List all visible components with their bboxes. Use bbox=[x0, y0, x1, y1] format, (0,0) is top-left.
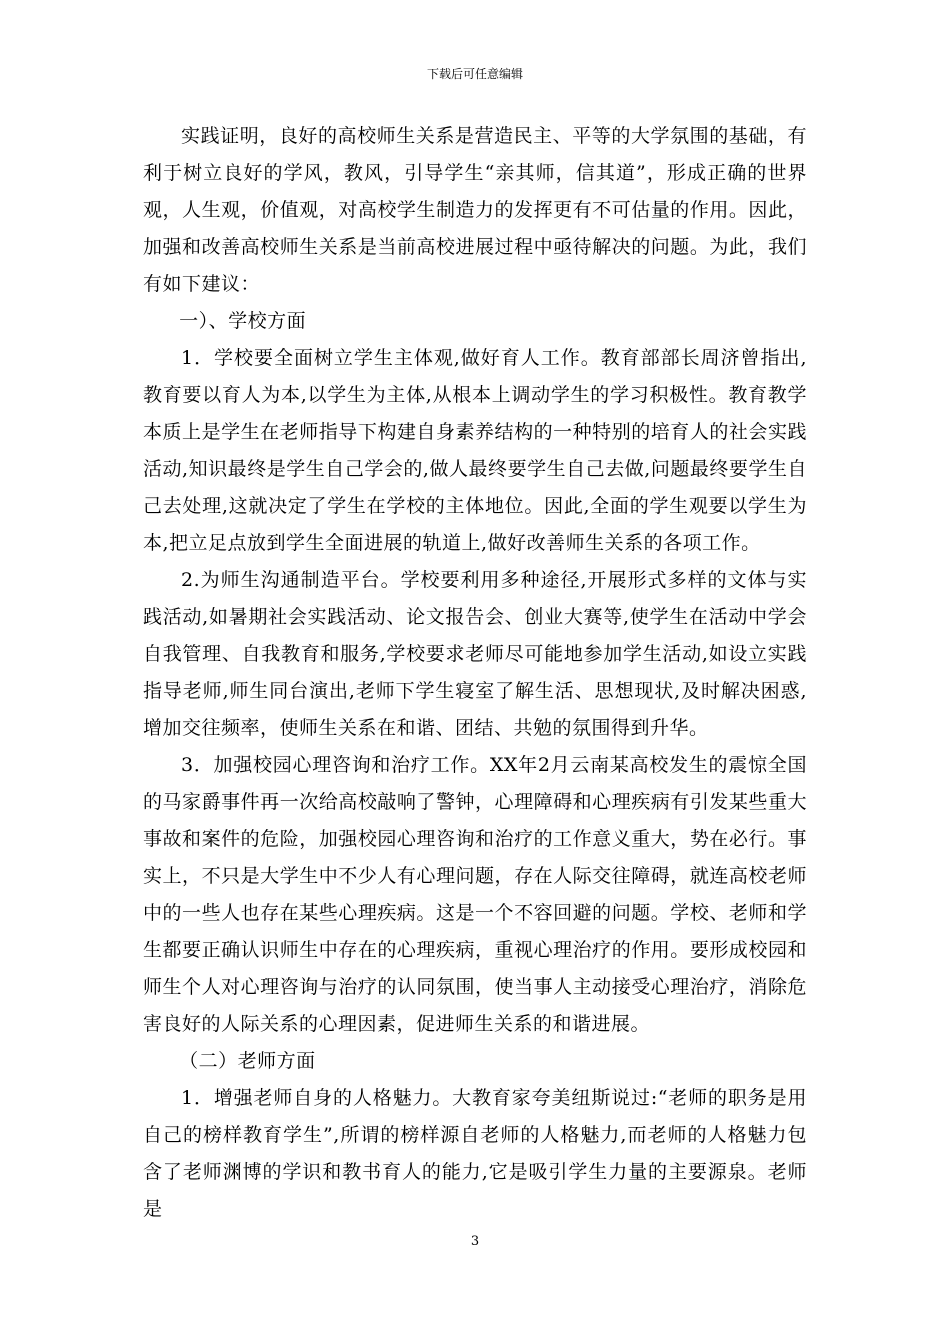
page-header: 下载后可任意编辑 bbox=[426, 67, 523, 81]
paragraph-teacher-1: 1．增强老师自身的人格魅力。大教育家夸美纽斯说过:“老师的职务是用自己的榜样教育学生”,所谓的榜样源自老师的人格魅力,而老师的人格魅力包含了老师渊博的学识和教书育人的能力,它是吸引学生力量的主要源泉。老师是 bbox=[143, 1087, 807, 1220]
section-heading-teacher: （二）老师方面 bbox=[179, 1050, 316, 1072]
paragraph-school-3: 3．加强校园心理咨询和治疗工作。XX年2月云南某高校发生的震惊全国的马家爵事件再一次给高校敲响了警钟，心理障碍和心理疾病有引发某些重大事故和案件的危险，加强校园心理咨询和治疗的工作意义重大，势在必行。事实上，不只是大学生中不少人有心理问题，存在人际交往障碍，就连高校老师中的一些人也存在某些心理疾病。这是一个不容回避的问题。学校、老师和学生都要正确认识师生中存在的心理疾病，重视心理治疗的作用。要形成校园和师生个人对心理咨询与治疗的认同氛围，使当事人主动接受心理治疗，消除危害良好的人际关系的心理因素，促进师生关系的和谐进展。 bbox=[143, 754, 807, 1035]
section-heading-school: 一）、学校方面 bbox=[179, 310, 307, 332]
document-body bbox=[143, 118, 807, 1228]
page-number: 3 bbox=[470, 1234, 480, 1249]
paragraph-school-1: 1．学校要全面树立学生主体观,做好育人工作。教育部部长周济曾指出,教育要以育人为本,以学生为主体,从根本上调动学生的学习积极性。教育教学本质上是学生在老师指导下构建自身素养结构的一种特别的培育人的社会实践活动,知识最终是学生自己学会的,做人最终要学生自己去做,问题最终要学生自己去处理,这就决定了学生在学校的主体地位。因此,全面的学生观要以学生为本,把立足点放到学生全面进展的轨道上,做好改善师生关系的各项工作。 bbox=[143, 347, 807, 554]
paragraph-intro: 实践证明，良好的高校师生关系是营造民主、平等的大学氛围的基础，有利于树立良好的学风，教风，引导学生“亲其师，信其道”，形成正确的世界观，人生观，价值观，对高校学生制造力的发挥更有不可估量的作用。因此，加强和改善高校师生关系是当前高校进展过程中亟待解决的问题。为此，我们有如下建议： bbox=[143, 125, 807, 295]
paragraph-school-2: 2.为师生沟通制造平台。学校要利用多种途径,开展形式多样的文体与实践活动,如暑期社会实践活动、论文报告会、创业大赛等,使学生在活动中学会自我管理、自我教育和服务,学校要求老师尽可能地参加学生活动,如设立实践指导老师,师生同台演出,老师下学生寝室了解生活、思想现状,及时解决困惑,增加交往频率，使师生关系在和谐、团结、共勉的氛围得到升华。 bbox=[143, 569, 807, 739]
